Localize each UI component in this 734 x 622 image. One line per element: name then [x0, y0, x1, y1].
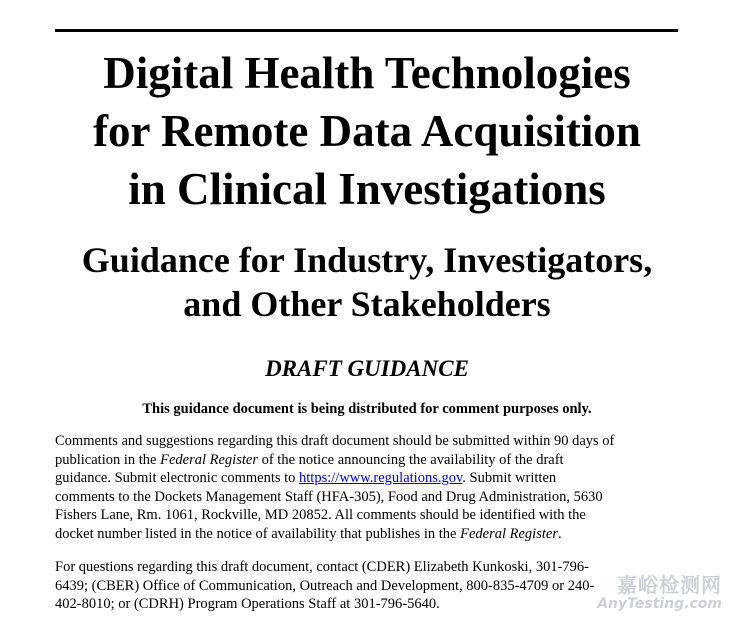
comments-text: of the notice announcing the availability of the draft — [257, 451, 564, 468]
comments-line-3 — [55, 469, 685, 488]
title-line-2: for Remote Data Acquisition — [93, 106, 641, 156]
subtitle-line-2: and Other Stakeholders — [183, 284, 551, 324]
comments-line-2 — [55, 451, 685, 470]
comments-paragraph — [55, 432, 685, 543]
questions-line-1: For questions regarding this draft document, contact (CDER) Elizabeth Kunkoski, 301-796- — [55, 559, 589, 575]
comments-text: . Submit written — [462, 470, 557, 486]
distribution-notice: This guidance document is being distributed for comment purposes only. — [142, 401, 592, 417]
comments-text: docket number listed in the notice of availability that publishes in the — [55, 525, 461, 542]
comments-text: guidance. Submit electronic comments to — [55, 470, 300, 486]
questions-line-2: 6439; (CBER) Office of Communication, Outreach and Development, 800-835-4709 or 240- — [55, 577, 595, 594]
questions-line-3: 402-8010; or (CDRH) Program Operations Staff at 301-796-5640. — [55, 596, 440, 612]
comments-line-1: Comments and suggestions regarding this draft document should be submitted within 90 days of — [55, 433, 615, 449]
comments-line-6 — [55, 525, 685, 544]
regulations-gov-link[interactable]: https://www.regulations.gov — [299, 470, 463, 486]
title-line-1: Digital Health Technologies — [103, 48, 631, 98]
comments-line-4: comments to the Dockets Management Staff (HFA-305), Food and Drug Administration, 5630 — [55, 488, 603, 505]
subtitle-line-1: Guidance for Industry, Investigators, — [81, 240, 653, 280]
top-rule — [55, 29, 678, 32]
federal-register-italic: Federal Register — [160, 451, 258, 468]
document-title — [0, 44, 734, 218]
watermark-english-text: AnyTesting.com — [597, 596, 722, 612]
watermark-chinese-text: 嘉峪检测网 — [617, 573, 722, 597]
document-subtitle — [0, 238, 734, 326]
comments-text: publication in the — [55, 451, 161, 468]
questions-paragraph — [55, 558, 685, 614]
comments-line-5: Fishers Lane, Rm. 1061, Rockville, MD 20852. All comments should be identified with the — [55, 507, 586, 523]
federal-register-italic: Federal Register — [460, 525, 558, 542]
draft-guidance-heading: DRAFT GUIDANCE — [265, 356, 469, 381]
comments-text: . — [557, 525, 562, 542]
title-line-3: in Clinical Investigations — [128, 164, 606, 214]
